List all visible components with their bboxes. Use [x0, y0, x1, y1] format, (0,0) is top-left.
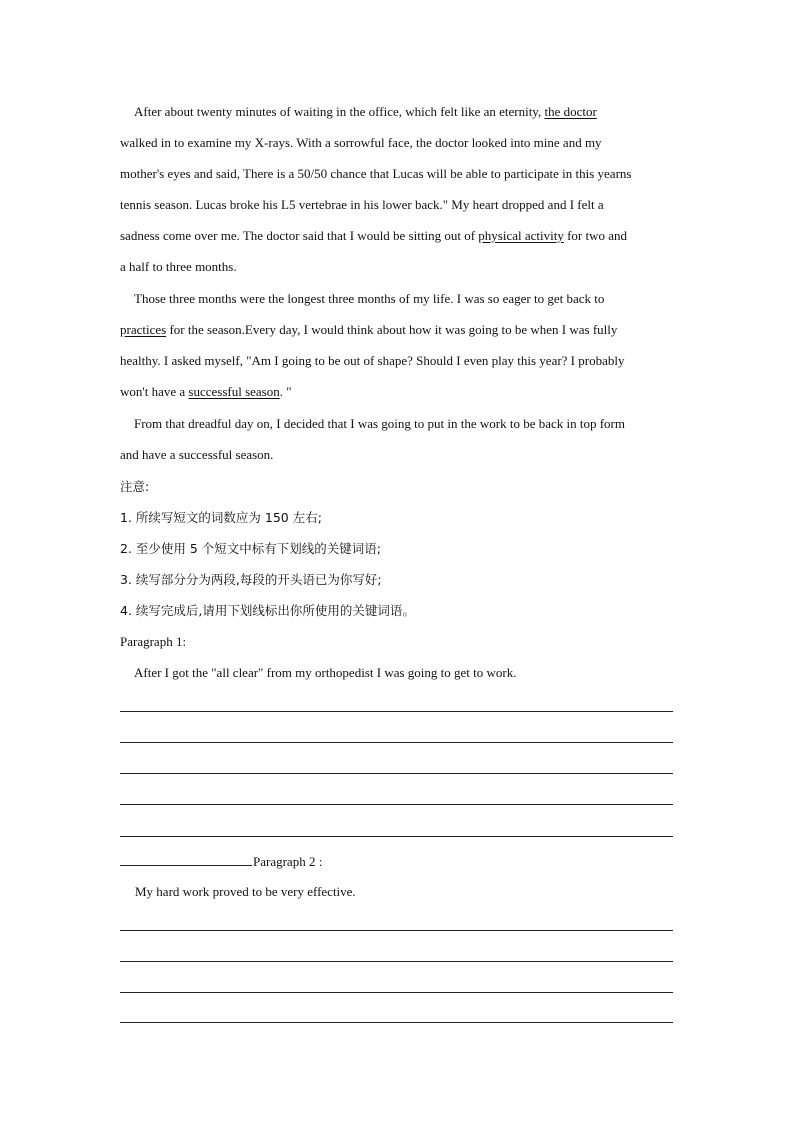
writing-line[interactable] [120, 773, 673, 774]
note-item-1: 1. 所续写短文的词数应为 150 左右; [120, 510, 322, 525]
notes-heading: 注意: [120, 479, 150, 494]
paragraph-2-header [120, 851, 675, 871]
key-phrase-the-doctor: the doctor [544, 104, 597, 119]
writing-line[interactable] [120, 742, 673, 743]
writing-line[interactable] [120, 992, 673, 993]
story-p2-line-2 [120, 321, 675, 339]
note-item-4: 4. 续写完成后,请用下划线标出你所使用的关键词语。 [120, 603, 415, 618]
story-text: sadness come over me. The doctor said that I would be sitting out of [120, 228, 476, 243]
key-phrase-successful-season: successful season [188, 384, 280, 399]
writing-line-short[interactable] [120, 851, 252, 866]
story-p1-line-3: mother's eyes and said, There is a 50/50 chance that Lucas will be able to participate in this yearns [120, 166, 632, 181]
story-p1-line-4: tennis season. Lucas broke his L5 vertebrae in his lower back." My heart dropped and I felt a [120, 197, 604, 212]
story-text: for the season.Every day, I would think about how it was going to be when I was fully [169, 322, 618, 337]
writing-line[interactable] [120, 1022, 673, 1023]
writing-line[interactable] [120, 804, 673, 805]
paragraph-1-label: Paragraph 1: [120, 634, 187, 649]
key-phrase-practices: practices [120, 322, 167, 337]
story-text: . " [279, 384, 292, 399]
key-phrase-physical-activity: physical activity [478, 228, 564, 243]
story-p1-line-5 [120, 227, 675, 245]
story-p3-line-1: From that dreadful day on, I decided that I was going to put in the work to be back in top form [134, 416, 625, 431]
story-p2-line-3: healthy. I asked myself, "Am I going to be out of shape? Should I even play this year? I probably [120, 353, 625, 368]
note-item-3: 3. 续写部分分为两段,每段的开头语已为你写好; [120, 572, 382, 587]
paragraph-2-label: Paragraph 2 : [253, 854, 323, 869]
story-p1-line-6: a half to three months. [120, 259, 237, 274]
story-p2-line-4 [120, 383, 675, 401]
paragraph-2-opening: My hard work proved to be very effective. [135, 884, 356, 899]
story-p2-line-1: Those three months were the longest three months of my life. I was so eager to get back to [134, 291, 605, 306]
writing-line[interactable] [120, 711, 673, 712]
story-text: After about twenty minutes of waiting in the office, which felt like an eternity, [134, 104, 542, 119]
story-p1-line-1 [120, 103, 675, 121]
writing-line[interactable] [120, 930, 673, 931]
writing-line[interactable] [120, 961, 673, 962]
story-text: won't have a [120, 384, 186, 399]
note-item-2: 2. 至少使用 5 个短文中标有下划线的关键词语; [120, 541, 382, 556]
paragraph-1-opening: After I got the "all clear" from my orthopedist I was going to get to work. [134, 665, 517, 680]
story-text: for two and [567, 228, 628, 243]
story-p1-line-2: walked in to examine my X-rays. With a sorrowful face, the doctor looked into mine and my [120, 135, 602, 150]
story-p3-line-2: and have a successful season. [120, 447, 274, 462]
writing-line[interactable] [120, 836, 673, 837]
